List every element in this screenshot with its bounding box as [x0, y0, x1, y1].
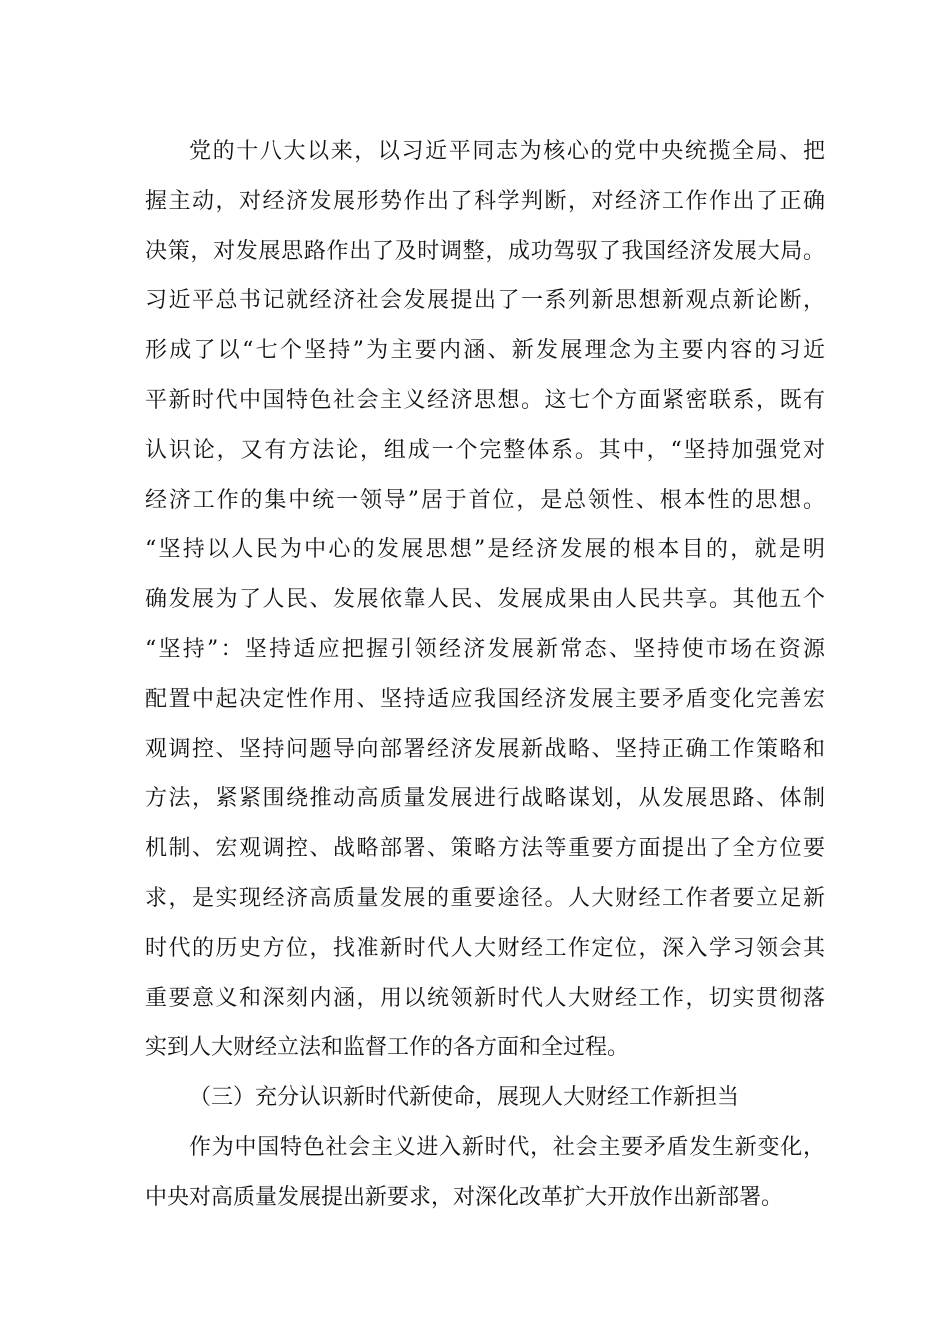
paragraph-line: 作为中国特色社会主义进入新时代，社会主要矛盾发生新变化， [189, 1134, 825, 1160]
paragraph-line: “坚持以人民为中心的发展思想”是经济发展的根本目的，就是明 [145, 537, 825, 563]
paragraph-new-era [145, 1123, 825, 1223]
paragraph-line: 机制、宏观调控、战略部署、策略方法等重要方面提出了全方位要 [145, 836, 825, 862]
section-heading [145, 1073, 825, 1123]
section-heading-text: （三）充分认识新时代新使命，展现人大财经工作新担当 [189, 1085, 740, 1111]
paragraph-line: 观调控、坚持问题导向部署经济发展新战略、坚持正确工作策略和 [145, 736, 825, 762]
paragraph-line: 时代的历史方位，找准新时代人大财经工作定位，深入学习领会其 [145, 935, 825, 961]
paragraph-line: 配置中起决定性作用、坚持适应我国经济发展主要矛盾变化完善宏 [145, 686, 825, 712]
paragraph-line: 认识论，又有方法论，组成一个完整体系。其中，“坚持加强党对 [145, 437, 825, 463]
paragraph-line: 党的十八大以来，以习近平同志为核心的党中央统揽全局、把 [189, 139, 825, 164]
document-body [145, 127, 825, 1223]
paragraph-line: 习近平总书记就经济社会发展提出了一系列新思想新观点新论断， [145, 288, 825, 314]
paragraph-xi-economic-thought [145, 127, 825, 1073]
paragraph-line: 确发展为了人民、发展依靠人民、发展成果由人民共享。其他五个 [145, 587, 825, 613]
paragraph-line: 方法，紧紧围绕推动高质量发展进行战略谋划，从发展思路、体制 [145, 786, 825, 812]
paragraph-line: 决策，对发展思路作出了及时调整，成功驾驭了我国经济发展大局。 [145, 238, 825, 264]
paragraph-line: 重要意义和深刻内涵，用以统领新时代人大财经工作，切实贯彻落 [145, 985, 825, 1011]
paragraph-line: 中央对高质量发展提出新要求，对深化改革扩大开放作出新部署。 [145, 1184, 784, 1210]
paragraph-line: “坚持”：坚持适应把握引领经济发展新常态、坚持使市场在资源 [145, 636, 825, 662]
paragraph-line: 实到人大财经立法和监督工作的各方面和全过程。 [145, 1035, 630, 1061]
paragraph-line: 经济工作的集中统一领导”居于首位，是总领性、根本性的思想。 [145, 487, 825, 513]
paragraph-line: 求，是实现经济高质量发展的重要途径。人大财经工作者要立足新 [145, 885, 825, 911]
paragraph-line: 握主动，对经济发展形势作出了科学判断，对经济工作作出了正确 [145, 188, 825, 214]
paragraph-line: 平新时代中国特色社会主义经济思想。这七个方面紧密联系，既有 [145, 387, 825, 413]
paragraph-line: 形成了以“七个坚持”为主要内涵、新发展理念为主要内容的习近 [145, 338, 825, 364]
